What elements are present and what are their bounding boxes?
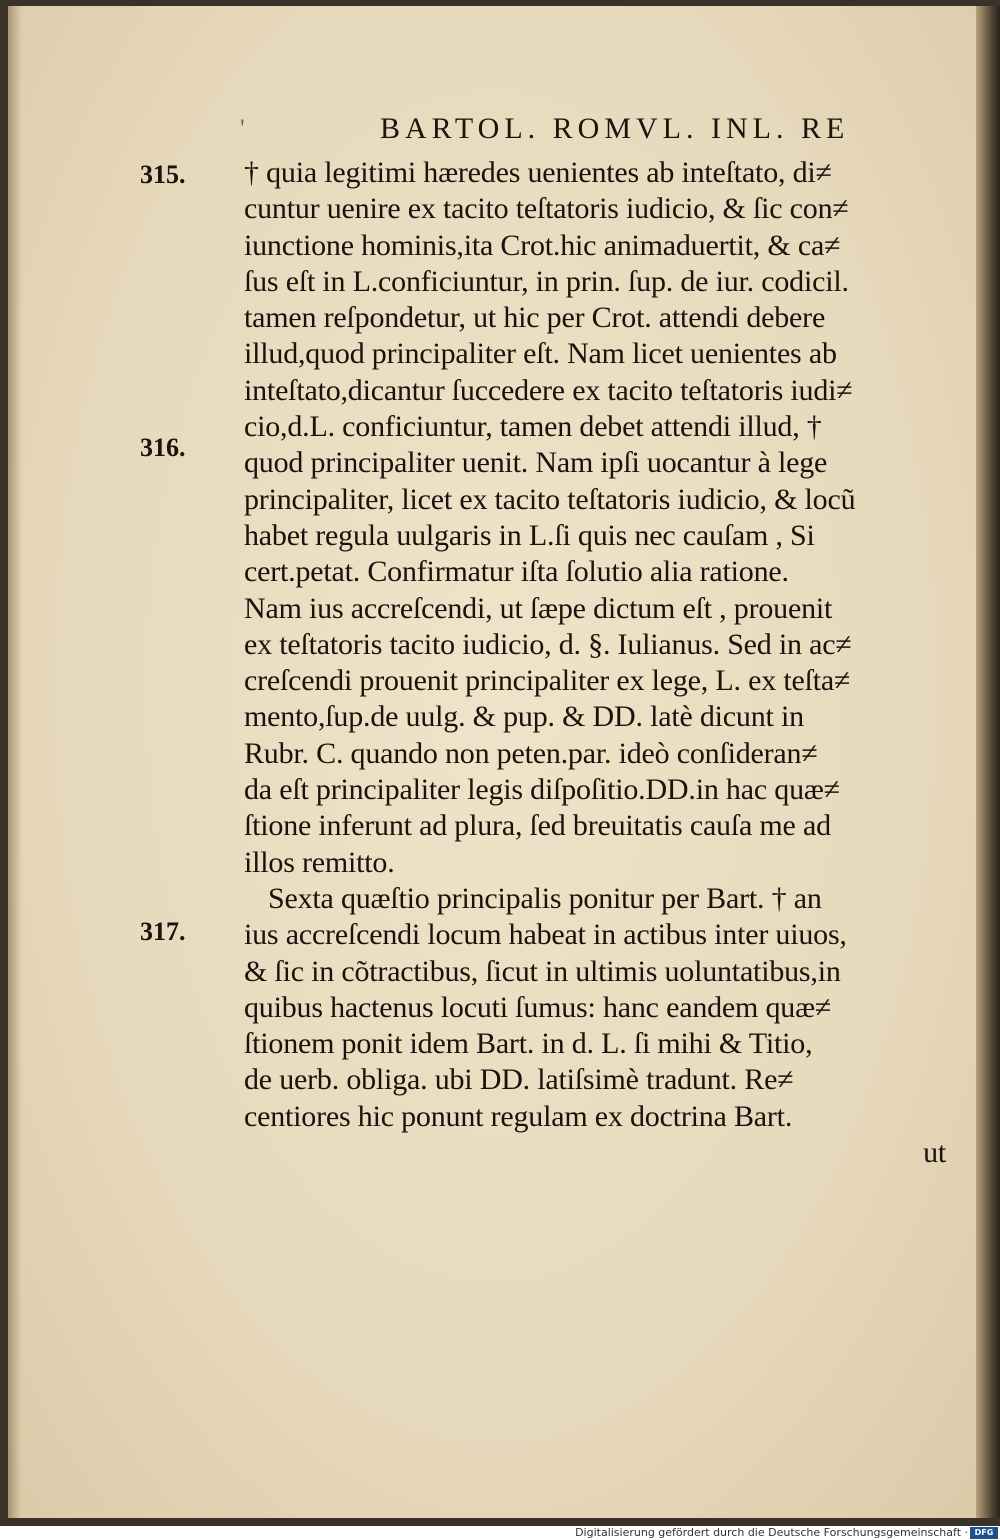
margin-number: 316. — [140, 433, 186, 462]
text-line: Rubr. C. quando non peten.par. ideò conſideran≠ — [244, 736, 818, 770]
text-line: cio,d.L. conficiuntur, tamen debet attendi illud, † — [244, 410, 822, 444]
running-title: BARTOL. ROMVL. INL. RE — [380, 112, 850, 145]
text-line: iunctione hominis,ita Crot.hic animaduertit, & ca≠ — [244, 228, 841, 262]
text-line: creſcendi prouenit principaliter ex lege, L. ex teſta≠ — [244, 664, 851, 698]
text-line: Sexta quæſtio principalis ponitur per Bart. † an — [268, 881, 822, 915]
dfg-logo: DFG — [970, 1527, 998, 1539]
text-line: habet regula uulgaris in L.ſi quis nec cauſam , Si — [244, 518, 815, 552]
text-line: de uerb. obliga. ubi DD. latiſsimè tradunt. Re≠ — [244, 1063, 794, 1097]
page-edge — [976, 6, 1000, 1518]
text-line: centiores hic ponunt regulam ex doctrina Bart. — [244, 1099, 793, 1133]
text-line: illud,quod principaliter eſt. Nam licet uenientes ab — [244, 337, 837, 371]
text-line: ſtione inferunt ad plura, ſed breuitatis cauſa me ad — [244, 809, 831, 843]
text-line: cert.petat. Confirmatur iſta ſolutio alia ratione. — [244, 555, 789, 589]
text-line: ius accreſcendi locum habeat in actibus inter uiuos, — [244, 918, 847, 952]
text-line: illos remitto. — [244, 845, 395, 879]
text-line: ex teſtatoris tacito iudicio, d. §. Iulianus. Sed in ac≠ — [244, 627, 852, 661]
footer-credit: Digitalisierung gefördert durch die Deutsche Forschungsgemeinschaft · — [575, 1526, 968, 1539]
text-line: tamen reſpondetur, ut hic per Crot. attendi debere — [244, 301, 826, 335]
text-line: mento,ſup.de uulg. & pup. & DD. latè dicunt in — [244, 700, 804, 734]
text-line: Nam ius accreſcendi, ut ſæpe dictum eſt , prouenit — [244, 591, 833, 625]
text-line: da eſt principaliter legis diſpoſitio.DD.in hac quæ≠ — [244, 773, 840, 807]
text-line: † quia legitimi hæredes uenientes ab inteſtato, di≠ — [244, 156, 832, 189]
page-gutter-shadow — [8, 6, 22, 1518]
text-line: quibus hactenus locuti ſumus: hanc eandem quæ≠ — [244, 990, 832, 1024]
margin-number: 317. — [140, 917, 186, 946]
footer-bar — [0, 1526, 1000, 1540]
text-line: principaliter, licet ex tacito teſtatoris iudicio, & locũ — [244, 482, 856, 516]
text-line: quod principaliter uenit. Nam ipſi uocantur à lege — [244, 446, 828, 480]
header-ornament: ' — [240, 114, 245, 143]
text-line: cuntur uenire ex tacito teſtatoris iudicio, & ſic con≠ — [244, 192, 849, 226]
text-line: ſtionem ponit idem Bart. in d. L. ſi mihi & Titio, — [244, 1027, 813, 1061]
text-line: & ſic in cõtractibus, ſicut in ultimis uoluntatibus,in — [244, 954, 841, 988]
text-line: ſus eſt in L.conficiuntur, in prin. ſup. de iur. codicil. — [244, 264, 849, 298]
body-text — [244, 155, 956, 1171]
catchword: ut — [923, 1136, 946, 1170]
margin-number: 315. — [140, 160, 186, 189]
text-line: inteſtato,dicantur ſuccedere ex tacito teſtatoris iudi≠ — [244, 373, 853, 407]
